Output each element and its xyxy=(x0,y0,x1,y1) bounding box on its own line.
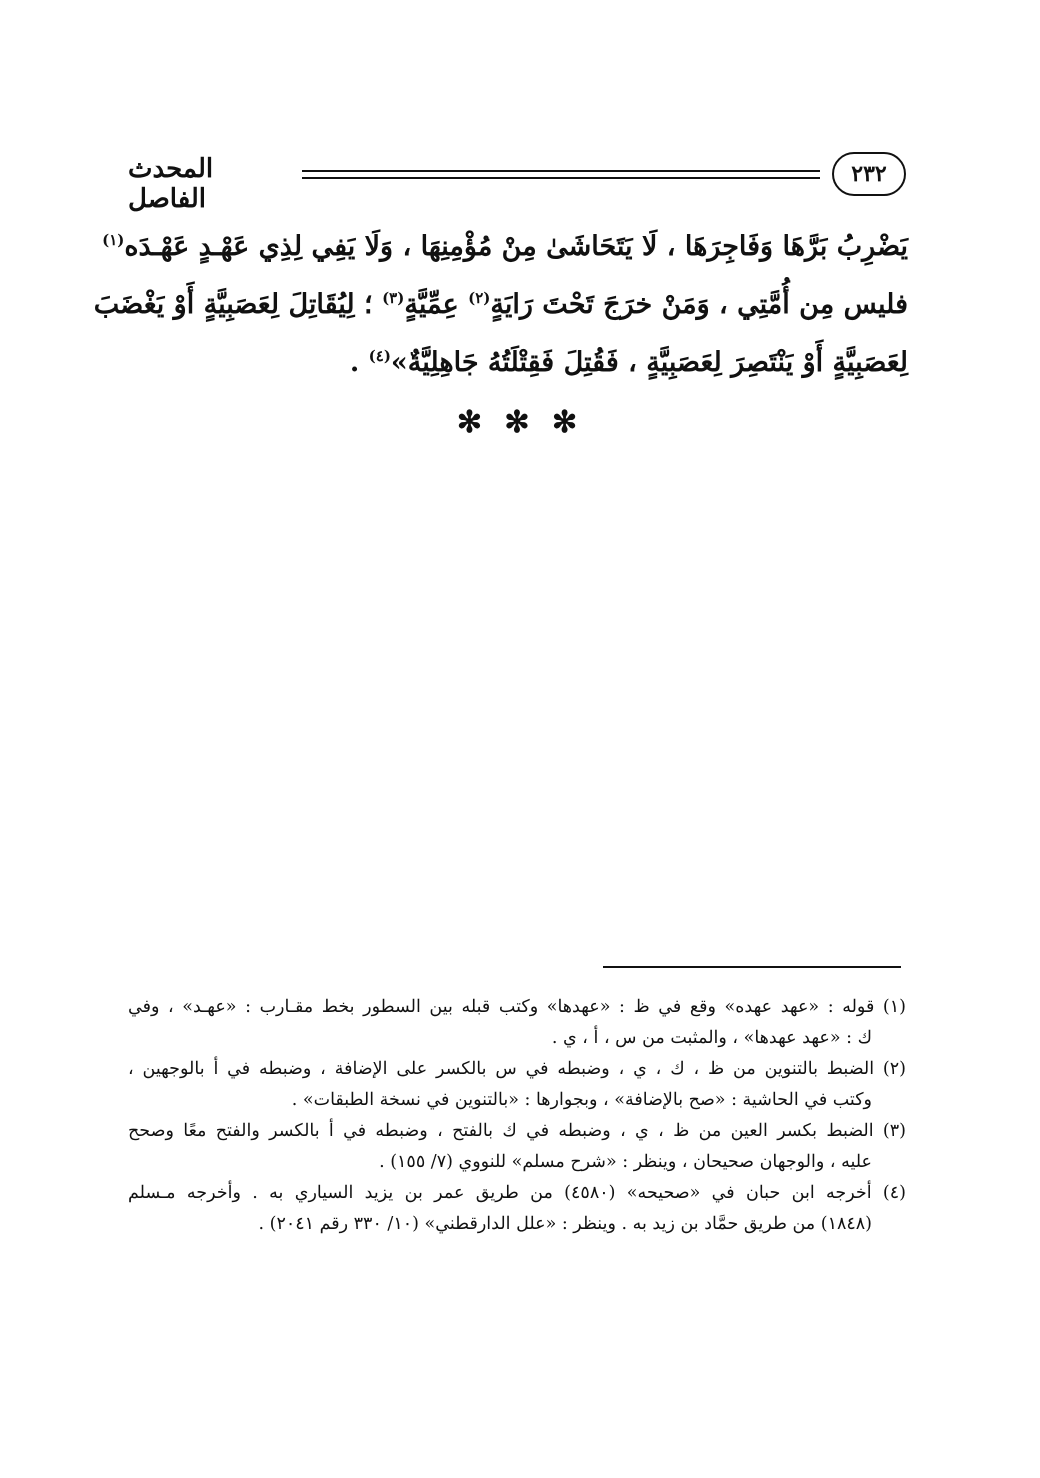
page-header xyxy=(128,148,906,214)
text-line-3: لِعَصَبِيَّةٍ أَوْ يَنْتَصِرَ لِعَصَبِيَّةٍ ، فَقُتِلَ فَقِتْلَتُهُ جَاهِلِيَّةٌ»$^{(٤)}$ . xyxy=(349,347,908,378)
main-text xyxy=(93,218,908,392)
header-rule xyxy=(302,170,820,179)
footnote-ref-3: (٣) xyxy=(382,289,405,307)
page-number: ٢٣٢ xyxy=(832,152,906,196)
footnote-2: (٢) الضبط بالتنوين من ظ ، ك ، ي ، وضبطه في س بالكسر على الإضافة ، وضبطه في أ بالوجهين ، وكتب في الحاشية : «صح بالإضافة» ، وبجوارها : «بالتنوين في نسخة الطبقات» . xyxy=(128,1059,906,1110)
footnotes xyxy=(128,992,906,1240)
text-line-2: فليس مِن أُمَّتِي ، وَمَنْ خرَجَ تَحْتَ رَايَةٍ$^{(٢)}$ عِمِّيَّةٍ$^{(٣)}$ ؛ لِيُقَاتِلَ لِعَصَبِيَّةٍ أَوْ يَغْضَبَ xyxy=(93,289,908,320)
footnote-ref-2: (٢) xyxy=(468,289,491,307)
footnote-ref-1: (١) xyxy=(102,231,125,249)
text-line-1: يَضْرِبُ بَرَّهَا وَفَاجِرَهَا ، لَا يَتَحَاشَىٰ مِنْ مُؤْمِنِهَا ، وَلَا يَفِي لِذِي عَهْـدٍ عَهْـدَه$^{(١)}$ xyxy=(102,231,908,262)
footnote-ref-4: (٤) xyxy=(368,347,391,365)
footnote-4: (٤) أخرجه ابن حبان في «صحيحه» (٤٥٨٠) من طريق عمر بن يزيد السياري به . وأخرجه مـسلم (١٨٤٨) من طريق حمَّاد بن زيد به . وينظر : «علل الدارقطني» (١٠/ ٣٣٠ رقم ٢٠٤١) . xyxy=(128,1183,906,1234)
footnote-3: (٣) الضبط بكسر العين من ظ ، ي ، وضبطه في ك بالفتح ، وضبطه في أ بالكسر والفتح معًا وصحح عليه ، والوجهان صحيحان ، وينظر : «شرح مسلم» للنووي (٧/ ١٥٥) . xyxy=(128,1121,906,1172)
footnote-1: (١) قوله : «عهد عهده» وقع في ظ : «عهدها» وكتب قبله بين السطور بخط مقـارب : «عهـد» ، وفي ك : «عهد عهدها» ، والمثبت من س ، أ ، ي . xyxy=(128,997,906,1048)
book-title: المحدث الفاصل xyxy=(128,154,214,214)
section-separator: ✻ ✻ ✻ xyxy=(456,405,584,440)
footnote-rule xyxy=(603,966,901,968)
